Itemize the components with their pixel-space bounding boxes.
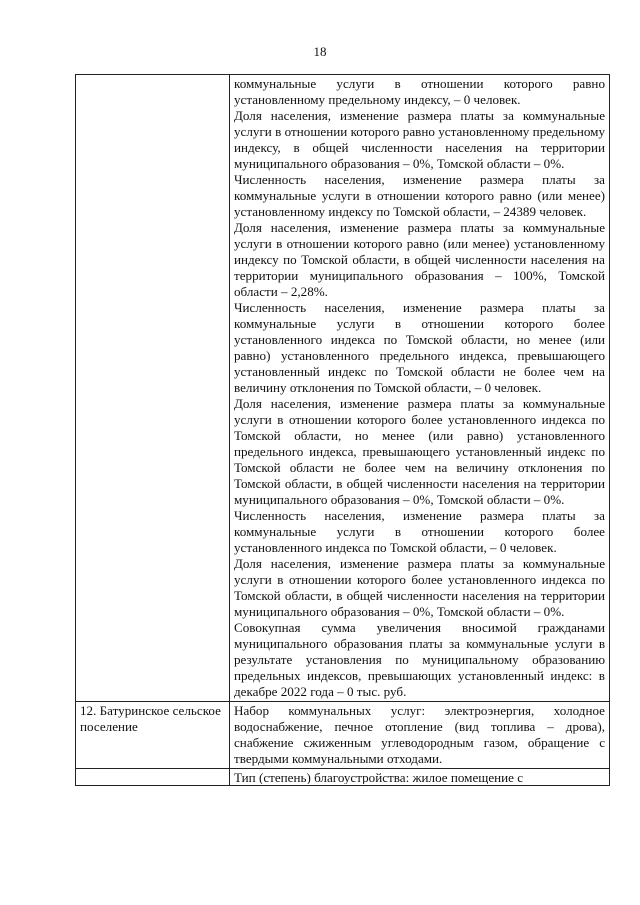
paragraph: Доля населения, изменение размера платы за коммунальные услуги в отношении которого более установленного индекса по Томской области, но менее (или равно) установленного предельного индекса, превышающего установленный индекс по Томской области не более чем на величину отклонения по Томской области, в общей численности населения на территории муниципального образования – 0%, Томской области – 0%. [234, 396, 605, 507]
table-cell-indicators [230, 769, 610, 786]
paragraph: Численность населения, изменение размера платы за коммунальные услуги в отношении которого равно (или менее) установленному индексу по Томской области, – 24389 человек. [234, 172, 605, 219]
paragraph: Численность населения, изменение размера платы за коммунальные услуги в отношении которого более установленного индекса по Томской области, но менее (или равно) установленного предельного индекса, превышающего установленный индекс по Томской области не более чем на величину отклонения по Томской области, – 0 человек. [234, 300, 605, 395]
paragraph: Набор коммунальных услуг: электроэнергия, холодное водоснабжение, печное отопление (вид топлива – дрова), снабжение сжиженным углеводородным газом, обращение с твердыми коммунальными отходами. [234, 703, 605, 766]
table-cell-municipality: 12. Батуринское сельское поселение [76, 702, 230, 769]
table-cell-indicators [230, 702, 610, 769]
page-number: 18 [313, 44, 327, 59]
table-row [76, 702, 610, 769]
paragraph: Доля населения, изменение размера платы за коммунальные услуги в отношении которого равно (или менее) установленному индексу по Томской области, в общей численности населения на территории муниципального образования – 100%, Томской области – 2,28%. [234, 220, 605, 299]
table-cell-indicators [230, 75, 610, 702]
paragraph: коммунальные услуги в отношении которого равно установленному предельному индексу, – 0 человек. [234, 76, 605, 107]
table-cell-municipality [76, 769, 230, 786]
paragraph: Численность населения, изменение размера платы за коммунальные услуги в отношении которого более установленного индекса по Томской области, – 0 человек. [234, 508, 605, 555]
table-row [76, 75, 610, 702]
table-row [76, 769, 610, 786]
paragraph: Доля населения, изменение размера платы за коммунальные услуги в отношении которого равно установленному предельному индексу, в общей численности населения на территории муниципального образования – 0%, Томской области – 0%. [234, 108, 605, 171]
paragraph: Совокупная сумма увеличения вносимой гражданами муниципального образования платы за коммунальные услуги в результате установления по муниципальному образованию предельных индексов, превышающих установленный индекс: в декабре 2022 года – 0 тыс. руб. [234, 620, 605, 699]
paragraph: Доля населения, изменение размера платы за коммунальные услуги в отношении которого более установленного индекса по Томской области, в общей численности населения на территории муниципального образования – 0%, Томской области – 0%. [234, 556, 605, 619]
table-cell-municipality [76, 75, 230, 702]
paragraph: Тип (степень) благоустройства: жилое помещение с [234, 770, 524, 784]
document-table [75, 74, 610, 786]
